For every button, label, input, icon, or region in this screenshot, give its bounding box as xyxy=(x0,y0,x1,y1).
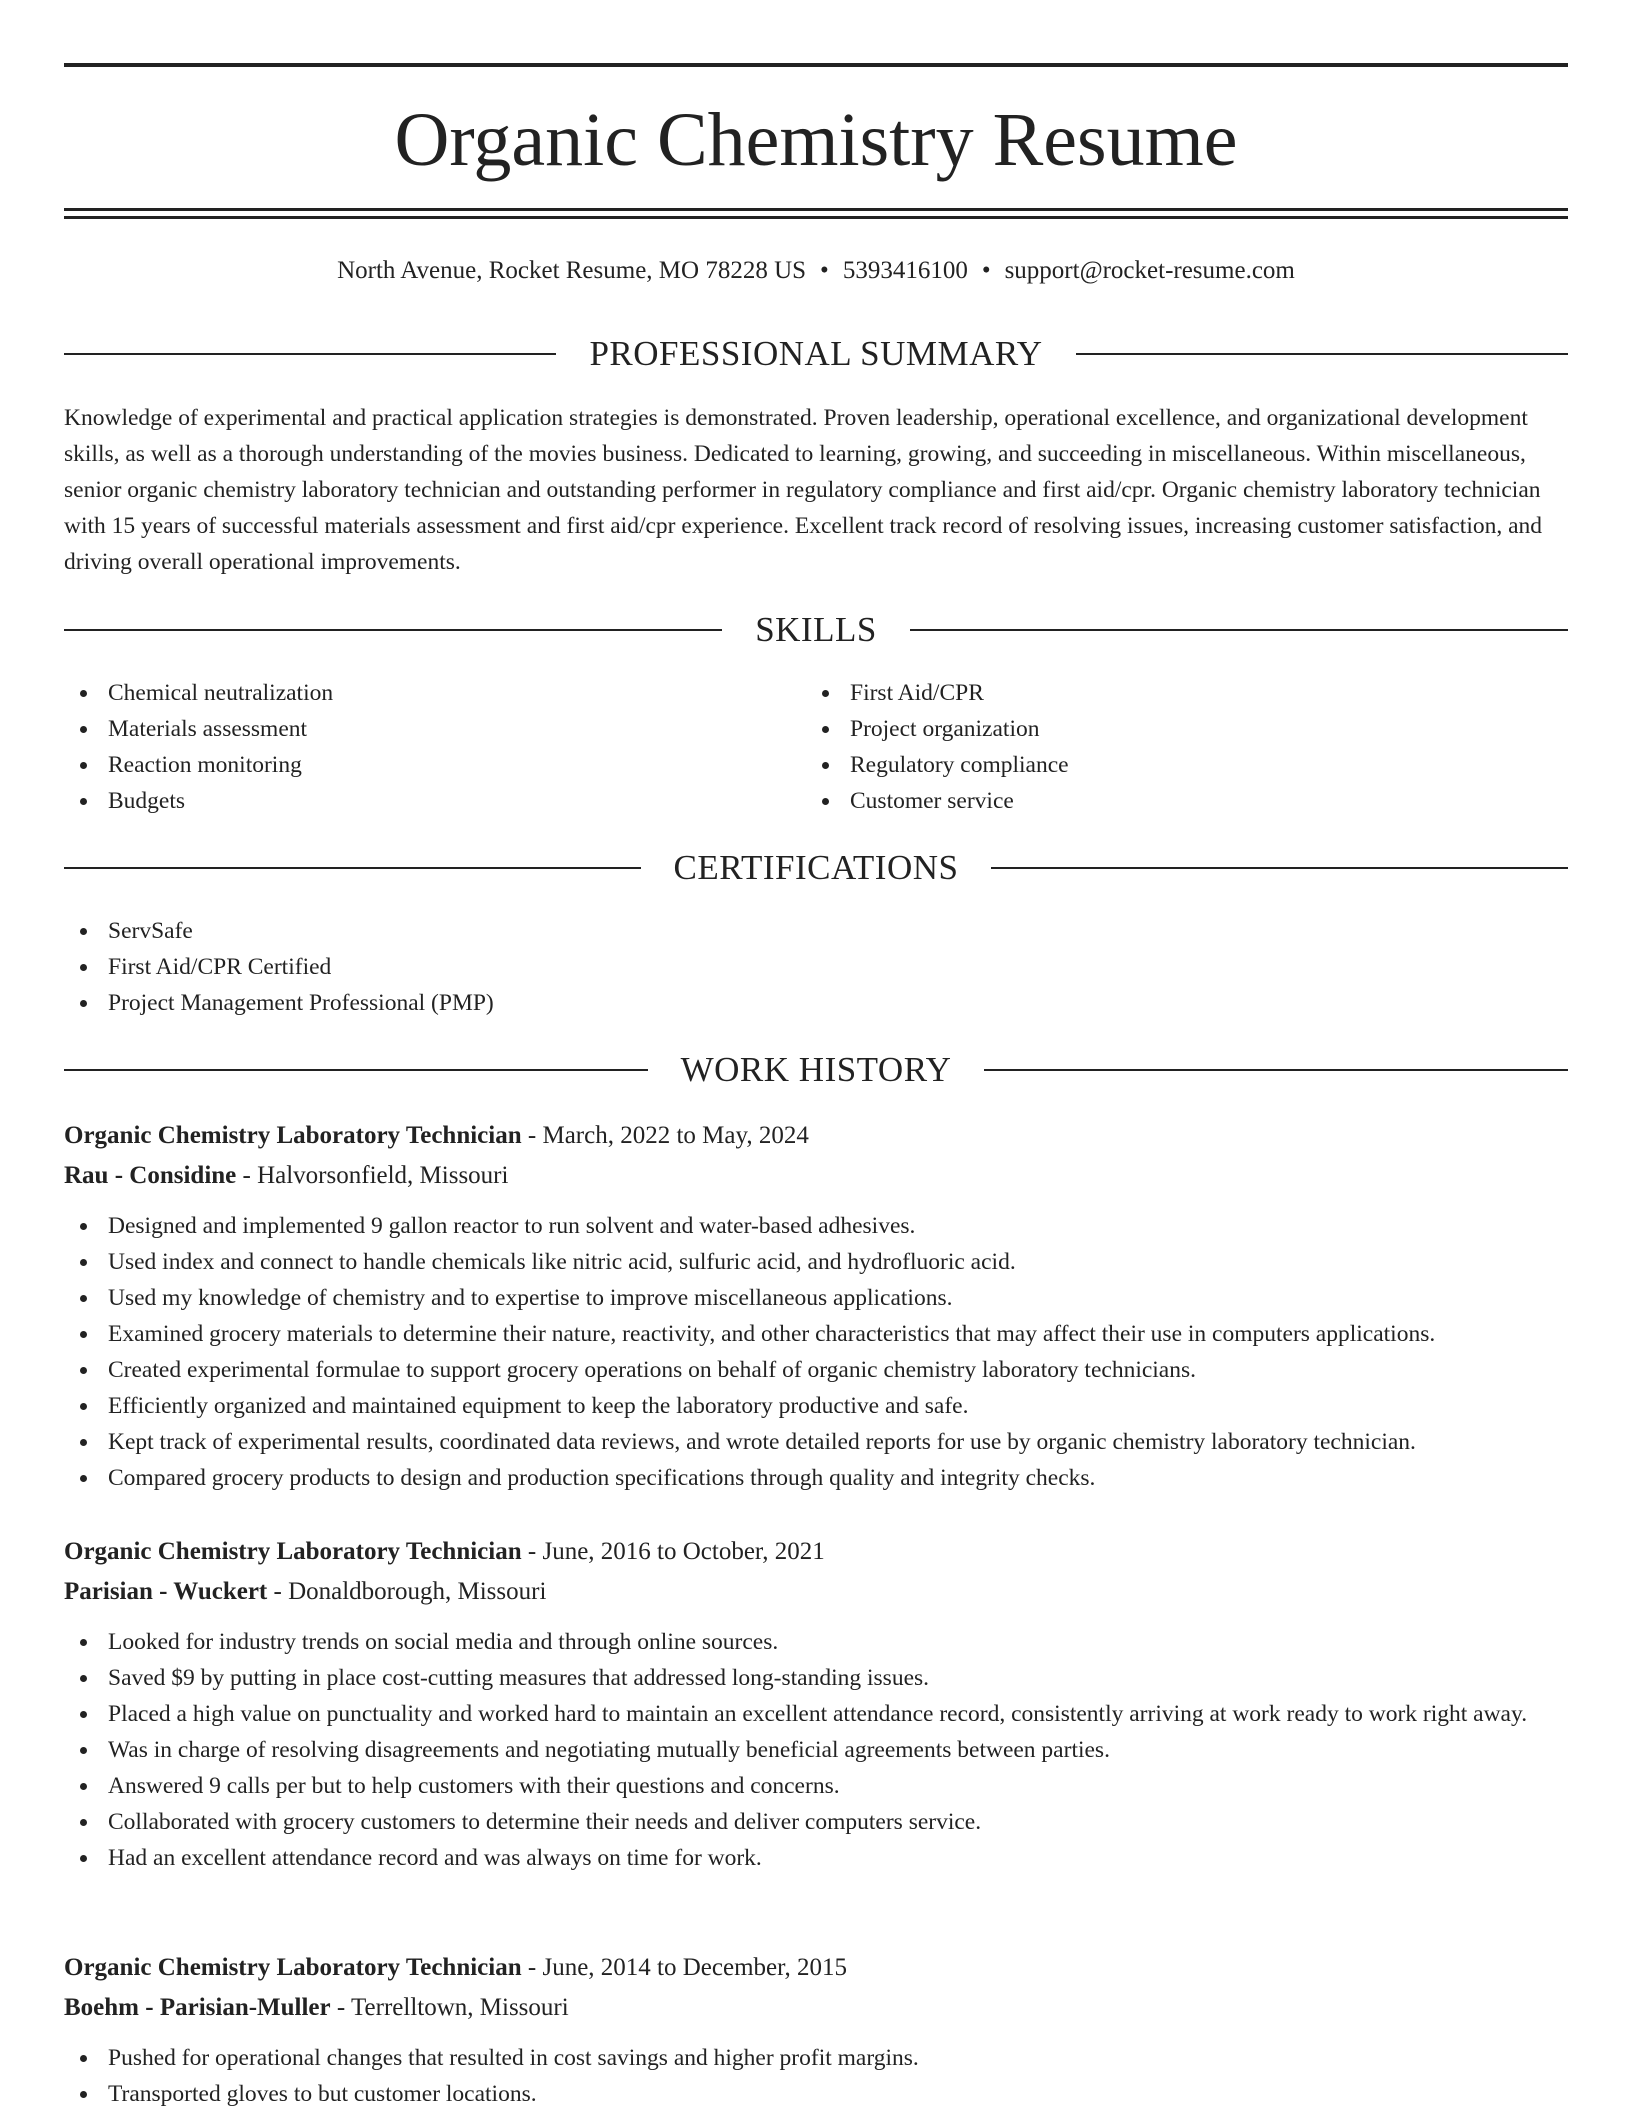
certification-item: Project Management Professional (PMP) xyxy=(64,985,1564,1021)
job-title-line xyxy=(64,1948,1568,1988)
heading-rule xyxy=(64,1069,648,1071)
job-title: Organic Chemistry Laboratory Technician xyxy=(64,1122,522,1149)
job-duty: Created experimental formulae to support grocery operations on behalf of organic chemistry laboratory technicians. xyxy=(64,1352,1568,1388)
job-duties-list xyxy=(64,1208,1568,1496)
contact-phone: 5393416100 xyxy=(842,257,968,284)
skills-list-left xyxy=(64,675,764,819)
contact-address: North Avenue, Rocket Resume, MO 78228 US xyxy=(337,257,807,284)
job-duty: Saved $9 by putting in place cost-cutting measures that addressed long-standing issues. xyxy=(64,1660,1568,1696)
job-entry xyxy=(64,1116,1568,1496)
job-duty: Compared grocery products to design and production specifications through quality and integrity checks. xyxy=(64,1460,1568,1496)
skill-item: Customer service xyxy=(806,783,1506,819)
title-rule-upper xyxy=(64,208,1568,211)
job-dates: - June, 2016 to October, 2021 xyxy=(521,1538,825,1565)
job-duty: Pushed for operational changes that resulted in cost savings and higher profit margins. xyxy=(64,2040,1568,2076)
section-title: SKILLS xyxy=(755,610,877,649)
job-location: - Donaldborough, Missouri xyxy=(267,1578,547,1605)
contact-email: support@rocket-resume.com xyxy=(1004,257,1295,284)
section-heading-skills xyxy=(64,608,1568,652)
job-duties-list xyxy=(64,1624,1568,1876)
job-duties-list xyxy=(64,2040,1568,2112)
skill-item: Reaction monitoring xyxy=(64,747,764,783)
heading-rule xyxy=(991,867,1568,869)
job-title: Organic Chemistry Laboratory Technician xyxy=(64,1538,522,1565)
section-title: PROFESSIONAL SUMMARY xyxy=(589,334,1043,373)
job-title-line xyxy=(64,1116,1568,1156)
job-duty: Used my knowledge of chemistry and to expertise to improve miscellaneous applications. xyxy=(64,1280,1568,1316)
job-location: - Terrelltown, Missouri xyxy=(330,1994,569,2021)
job-duty: Efficiently organized and maintained equipment to keep the laboratory productive and safe. xyxy=(64,1388,1568,1424)
section-title: WORK HISTORY xyxy=(680,1050,952,1089)
section-heading-summary xyxy=(64,332,1568,376)
heading-rule xyxy=(1076,353,1568,355)
job-duty: Collaborated with grocery customers to determine their needs and deliver computers service. xyxy=(64,1804,1568,1840)
contact-separator: • xyxy=(820,257,829,284)
job-company: Parisian - Wuckert xyxy=(64,1578,268,1605)
job-duty: Used index and connect to handle chemicals like nitric acid, sulfuric acid, and hydrofluoric acid. xyxy=(64,1244,1568,1280)
heading-rule xyxy=(64,353,556,355)
title-rule-lower xyxy=(64,216,1568,219)
job-dates: - March, 2022 to May, 2024 xyxy=(521,1122,809,1149)
job-title-line xyxy=(64,1532,1568,1572)
job-company-line xyxy=(64,1156,1568,1196)
section-heading-work-history xyxy=(64,1048,1568,1092)
job-duty: Transported gloves to but customer locations. xyxy=(64,2076,1568,2112)
job-duty: Answered 9 calls per but to help customers with their questions and concerns. xyxy=(64,1768,1568,1804)
job-duty: Designed and implemented 9 gallon reactor to run solvent and water-based adhesives. xyxy=(64,1208,1568,1244)
job-duty: Examined grocery materials to determine their nature, reactivity, and other characteristics that may affect their use in computers applications. xyxy=(64,1316,1568,1352)
job-duty: Looked for industry trends on social media and through online sources. xyxy=(64,1624,1568,1660)
job-location: - Halvorsonfield, Missouri xyxy=(236,1162,509,1189)
job-company-line xyxy=(64,1572,1568,1612)
job-duty: Kept track of experimental results, coordinated data reviews, and wrote detailed reports for use by organic chemistry laboratory technician. xyxy=(64,1424,1568,1460)
job-duty: Was in charge of resolving disagreements and negotiating mutually beneficial agreements between parties. xyxy=(64,1732,1568,1768)
contact-separator: • xyxy=(981,257,991,284)
skill-item: Regulatory compliance xyxy=(806,747,1506,783)
certification-item: First Aid/CPR Certified xyxy=(64,949,1564,985)
job-entry xyxy=(64,1948,1568,2112)
job-company: Boehm - Parisian-Muller xyxy=(64,1994,331,2021)
summary-text: Knowledge of experimental and practical application strategies is demonstrated. Proven leadership, operational excellence, and organizational development skills, as well as a thorough understanding of the movies business. Dedicated to learning, growing, and succeeding in miscellaneous. Within miscellaneous, senior organic chemistry laboratory technician and outstanding performer in regulatory compliance and first aid/cpr. Organic chemistry laboratory technician with 15 years of successful materials assessment and first aid/cpr experience. Excellent track record of resolving issues, increasing customer satisfaction, and driving overall operational improvements. xyxy=(64,405,1543,575)
heading-rule xyxy=(984,1069,1568,1071)
skill-item: Project organization xyxy=(806,711,1506,747)
heading-rule xyxy=(64,867,641,869)
job-dates: - June, 2014 to December, 2015 xyxy=(521,1954,847,1981)
skill-item: First Aid/CPR xyxy=(806,675,1506,711)
job-duty: Had an excellent attendance record and was always on time for work. xyxy=(64,1840,1568,1876)
skill-item: Materials assessment xyxy=(64,711,764,747)
skill-item: Chemical neutralization xyxy=(64,675,764,711)
certifications-list xyxy=(64,913,1564,1021)
job-title: Organic Chemistry Laboratory Technician xyxy=(64,1954,522,1981)
job-company: Rau - Considine xyxy=(64,1162,237,1189)
resume-title: Organic Chemistry Resume xyxy=(394,98,1238,182)
top-rule xyxy=(64,63,1568,67)
section-title: CERTIFICATIONS xyxy=(673,848,959,887)
skill-item: Budgets xyxy=(64,783,764,819)
job-company-line xyxy=(64,1988,1568,2028)
skills-list-right xyxy=(806,675,1506,819)
job-entry xyxy=(64,1532,1568,1876)
job-duty: Placed a high value on punctuality and worked hard to maintain an excellent attendance record, consistently arriving at work ready to work right away. xyxy=(64,1696,1568,1732)
section-heading-certifications xyxy=(64,846,1568,890)
heading-rule xyxy=(910,629,1568,631)
certification-item: ServSafe xyxy=(64,913,1564,949)
heading-rule xyxy=(64,629,722,631)
contact-line xyxy=(64,254,1568,288)
